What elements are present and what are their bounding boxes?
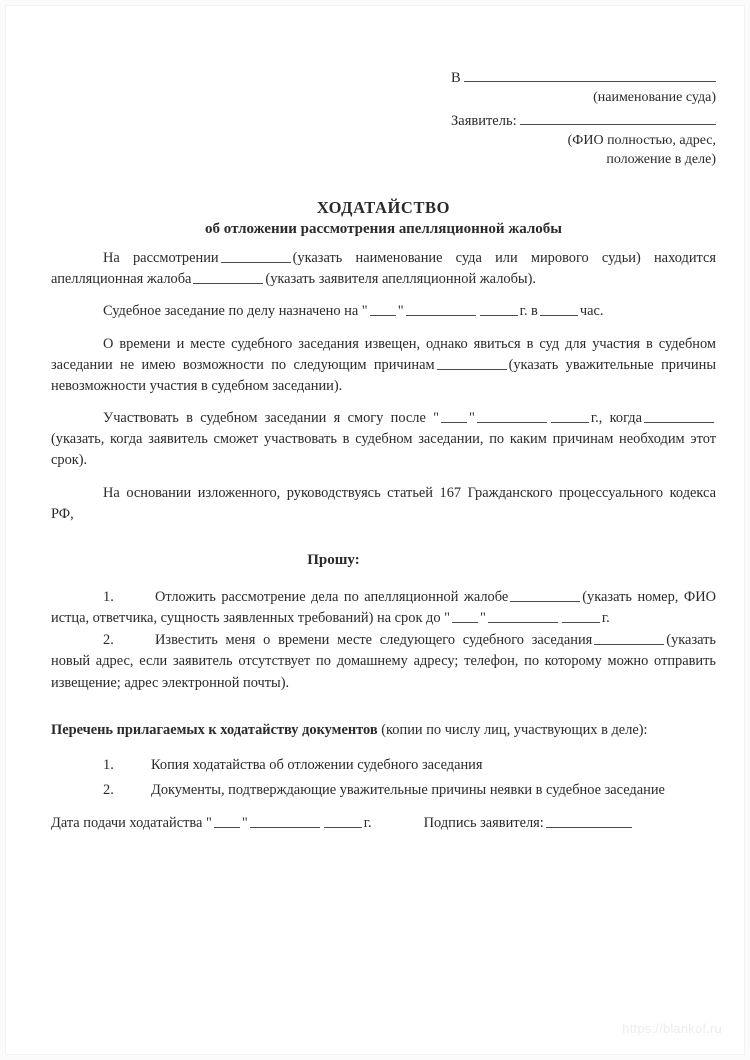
court-name-row: [451, 68, 716, 89]
request-1-text-c: ": [480, 610, 486, 627]
request-1-month-blank[interactable]: [488, 609, 558, 623]
request-1-day-blank[interactable]: [452, 609, 478, 623]
attachment-1-text: Копия ходатайства об отложении судебного заседания: [151, 756, 483, 773]
footer-day-blank[interactable]: [214, 814, 240, 828]
p1-text-b: (указать наименование суда или мирового судьи) находится апелляционная жалоба: [51, 250, 716, 288]
document-page: [5, 5, 745, 1055]
p4-month-blank[interactable]: [477, 409, 547, 423]
paragraph-hearing-scheduled: [51, 301, 716, 322]
p2-text-b: ": [397, 303, 404, 320]
request-item-2: [51, 630, 716, 694]
applicant-caption-line-1: (ФИО полностью, адрес,: [567, 132, 716, 148]
attachments-heading-rest: (копии по числу лиц, участвующих в деле):: [381, 721, 648, 738]
request-1-number: 1.: [103, 588, 114, 605]
request-1-text-d: г.: [601, 610, 610, 627]
applicant-caption-line-2: положение в деле): [606, 151, 716, 167]
attachment-1-number: 1.: [103, 756, 114, 773]
p4-day-blank[interactable]: [441, 409, 467, 423]
document-content-area: [51, 6, 716, 1054]
p1-blank-1[interactable]: [221, 249, 291, 263]
attachment-2-text: Документы, подтверждающие уважительные причины неявки в судебное заседание: [151, 782, 665, 799]
attachment-2-number: 2.: [103, 782, 114, 799]
p4-when-blank[interactable]: [644, 409, 714, 423]
attachments-heading: [51, 720, 716, 741]
p4-year-blank[interactable]: [551, 409, 589, 423]
court-label: В: [451, 70, 461, 86]
p3-text-a: О времени и месте судебного заседания извещен, однако явиться в суд для участия в судебном заседании не имею возможности по следующим причинам: [51, 335, 716, 373]
request-2-number: 2.: [103, 632, 114, 649]
attachment-list-item: [51, 780, 716, 801]
attachments-heading-bold: Перечень прилагаемых к ходатайству документов: [51, 721, 378, 738]
date-label-a: Дата подачи ходатайства ": [51, 815, 212, 832]
paragraph-cannot-attend: [51, 334, 716, 398]
p3-reason-blank[interactable]: [437, 355, 507, 369]
site-watermark: https://blankof.ru: [622, 1021, 722, 1036]
request-2-text-a: Известить меня о времени месте следующего судебного заседания: [155, 632, 593, 649]
p1-text-a: На рассмотрении: [103, 250, 219, 266]
p4-text-c: г., когда: [590, 410, 642, 427]
p3-text-b: (указать уважительные причины невозможности участия в судебном заседании).: [51, 356, 716, 394]
p2-text-a: Судебное заседание по делу назначено на ": [103, 303, 368, 320]
p4-text-d: (указать, когда заявитель сможет участвовать в судебном заседании, по каким причинам необходим этот срок).: [51, 431, 716, 469]
court-name-blank[interactable]: [464, 69, 716, 82]
p1-text-c: (указать заявителя апелляционной жалобы).: [265, 271, 536, 288]
request-2-text-b: (указать новый адрес, если заявитель отсутствует по домашнему адресу; телефон, по которому можно отправить извещение; адрес электронной почты).: [51, 632, 716, 691]
p1-blank-2[interactable]: [193, 270, 263, 284]
applicant-blank[interactable]: [520, 112, 716, 125]
applicant-row: [451, 111, 716, 132]
request-1-text-b: (указать номер, ФИО истца, ответчика, сущность заявленных требований) на срок до ": [51, 588, 716, 627]
request-1-text-a: Отложить рассмотрение дела по апелляционной жалобе: [155, 588, 509, 605]
document-title-block: [51, 198, 716, 238]
p2-day-blank[interactable]: [370, 302, 396, 316]
p4-text-b: ": [469, 410, 475, 427]
attachment-list-item: [51, 755, 716, 776]
document-title: ХОДАТАЙСТВО: [316, 198, 451, 217]
court-name-caption: (наименование суда): [593, 90, 716, 106]
applicant-label: Заявитель:: [451, 112, 517, 129]
date-label-c: г.: [363, 815, 372, 832]
request-1-blank-1[interactable]: [510, 588, 580, 602]
addressee-block: [451, 68, 716, 170]
paragraph-available-after: [51, 408, 716, 472]
date-label-b: ": [241, 815, 248, 832]
request-2-blank[interactable]: [594, 631, 664, 645]
footer-month-blank[interactable]: [250, 814, 320, 828]
signature-blank[interactable]: [546, 814, 632, 828]
p2-month-blank[interactable]: [406, 302, 476, 316]
document-subtitle: об отложении рассмотрения апелляционной жалобы: [205, 221, 562, 237]
signature-block: [51, 814, 716, 832]
document-body: [51, 248, 716, 805]
signature-label: Подпись заявителя:: [423, 815, 544, 832]
footer-year-blank[interactable]: [324, 814, 362, 828]
paragraph-legal-basis: На основании изложенного, руководствуясь статьей 167 Гражданского процессуального кодекса РФ,: [51, 484, 716, 522]
request-1-year-blank[interactable]: [562, 609, 600, 623]
p2-text-c: г. в: [519, 303, 538, 320]
paragraph-case-pending: [51, 248, 716, 290]
p2-year-blank[interactable]: [480, 302, 518, 316]
request-heading: Прошу:: [307, 551, 360, 568]
p2-text-d: час.: [579, 303, 604, 320]
p4-text-a: Участвовать в судебном заседании я смогу после ": [103, 410, 440, 427]
p2-hour-blank[interactable]: [540, 302, 578, 316]
request-item-1: [51, 587, 716, 629]
